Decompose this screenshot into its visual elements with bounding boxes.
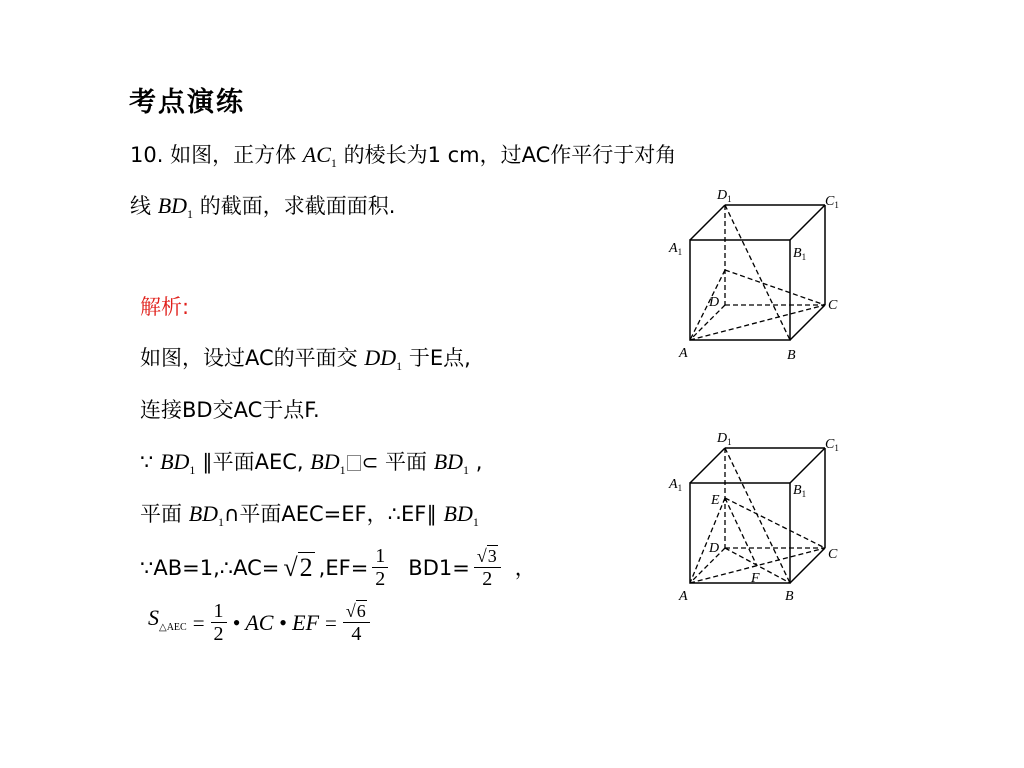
problem-text-c: 线 xyxy=(130,194,151,218)
problem-line-2 xyxy=(130,191,395,229)
svg-text:D: D xyxy=(709,541,720,556)
fraction-half: $\frac{1}{2}$ xyxy=(372,545,388,590)
ac1-symbol: $AC_1$ xyxy=(302,142,337,170)
svg-text:B1: $B_1$ xyxy=(793,246,807,262)
svg-text:E: E xyxy=(711,493,720,508)
fraction-sqrt6-over-4: $\frac{√6}{4}$ xyxy=(343,600,370,645)
fraction-one-half: $\frac{1}{2}$ xyxy=(211,600,227,645)
problem-text-b: 的棱长为1 cm，过AC作平行于对角 xyxy=(343,143,677,167)
svg-text:D: D xyxy=(709,295,720,310)
solution-line-4: 平面 $BD_1\cap$平面AEC=EF，∴EF∥ $BD_1$ xyxy=(140,501,479,529)
svg-text:D1: $D_1$ xyxy=(717,188,732,204)
solution-line-5: ∵AB=1,∴AC= √2 ,EF= $\frac{1}{2}$ BD1= $\frac{√3}{2}$ ， xyxy=(140,545,536,590)
sqrt-2: √2 xyxy=(283,552,313,582)
problem-text-d: 的截面，求截面面积. xyxy=(199,194,396,218)
svg-text:A: A xyxy=(679,589,688,604)
section-title: 考点演练 xyxy=(129,87,245,118)
svg-text:C: C xyxy=(828,547,838,562)
solution-heading: 解析: xyxy=(140,295,190,319)
problem-text-a: 如图，正方体 xyxy=(170,143,297,167)
area-formula: $S_{\triangle AEC}$ = $\frac{1}{2}$ • AC • EF = $\frac{√6}{4}$ xyxy=(148,600,370,645)
svg-text:C: C xyxy=(828,298,838,313)
svg-text:A: A xyxy=(679,346,688,361)
subset-icon: ⊂ xyxy=(361,450,379,474)
svg-text:A1: $A_1$ xyxy=(669,477,683,493)
svg-text:B: B xyxy=(787,348,796,363)
problem-line-1 xyxy=(130,140,676,178)
problem-number: 10. xyxy=(130,143,164,167)
svg-text:B: B xyxy=(785,589,794,604)
dd1-symbol: $DD_1$ xyxy=(364,345,403,373)
svg-text:A1: $A_1$ xyxy=(669,241,683,257)
svg-text:F: F xyxy=(751,571,760,586)
placeholder-box-icon xyxy=(347,455,361,471)
fraction-sqrt3-over-2: $\frac{√3}{2}$ xyxy=(474,545,501,590)
bd1-symbol: $BD_1$ xyxy=(157,193,194,221)
svg-text:C1: $C_1$ xyxy=(825,437,839,453)
svg-text:B1: $B_1$ xyxy=(793,483,807,499)
cube-figure-2 xyxy=(665,428,845,613)
svg-text:C1: $C_1$ xyxy=(825,194,839,210)
svg-text:D1: $D_1$ xyxy=(717,431,732,447)
solution-line-1: 如图，设过AC的平面交 $DD_1$ 于E点, xyxy=(140,345,471,373)
cube-figure-1 xyxy=(665,185,845,370)
solution-line-3: ∵ $BD_1$ ∥平面AEC, $BD_1$ ⊂ 平面 $BD_1$ , xyxy=(140,449,483,477)
solution-line-2: 连接BD交AC于点F. xyxy=(140,398,320,422)
